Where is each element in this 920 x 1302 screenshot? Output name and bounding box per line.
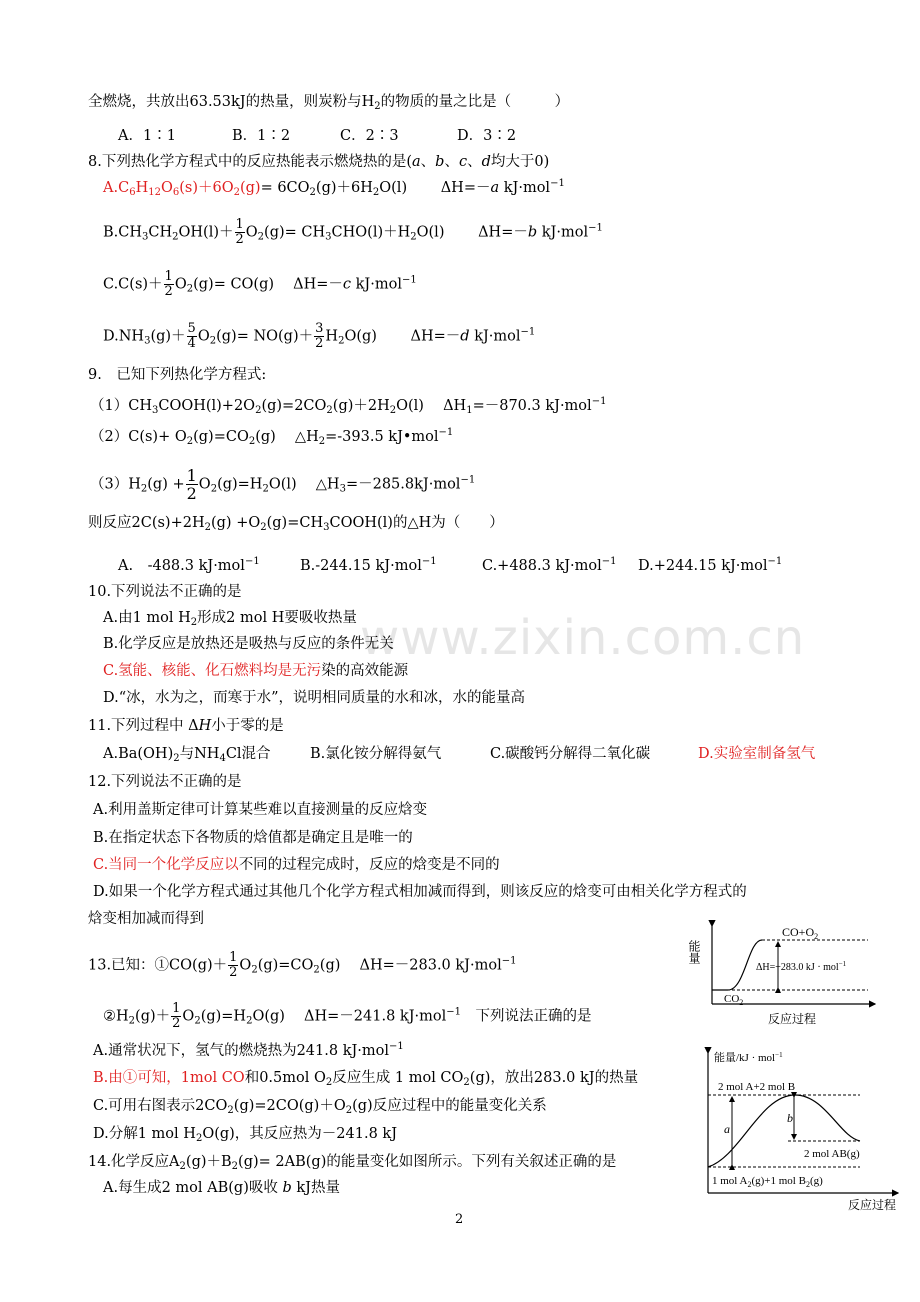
energy-diagram-ab xyxy=(700,1045,905,1215)
q11-option-b: B.氯化铵分解得氨气 xyxy=(310,746,442,762)
q12-option-d-line2: 焓变相加减而得到 xyxy=(88,911,204,927)
q9-equation-3: $(3)H_2(g)$ + $\frac{1}{2}$ $O_2(g)=H_2O(l)$ $\triangle H_3=-285.8kJ\cdot mol^{-1}$ xyxy=(90,466,476,503)
q12-option-b: B.在指定状态下各物质的焓值都是确定且是唯一的 xyxy=(93,830,413,846)
fig1-xlabel: 反应过程 xyxy=(768,1012,817,1026)
page-number: 2 xyxy=(455,1212,464,1227)
q7-option-d: D．3∶2 xyxy=(457,128,517,144)
q12-option-c: C.当同一个化学反应以不同的过程完成时，反应的焓变是不同的 xyxy=(93,857,500,873)
q9-question: 则反应$2C(s)+2H_2(g)$ $+O_2(g)=CH_3COOH(l)$的△H为（ ） xyxy=(88,515,504,533)
fig2-peak-label: 2 mol A+2 mol B xyxy=(718,1081,796,1093)
fig2-ylabel: 能量/kJ · mol$^{-1}$ xyxy=(714,1051,783,1064)
q9-option-d: D.+244.15 kJ·mol$^{-1}$ xyxy=(638,556,783,574)
fig2-product-label: 2 mol AB(g) xyxy=(804,1148,860,1160)
q9-equation-1: $(1)CH_3COOH(l)+2O_2(g)=2CO_2(g)+2H_2O(l)$ $\Delta H_1=-870.3$ kJ·mol$^{-1}$ xyxy=(90,396,607,416)
q12-option-d-line1: D.如果一个化学方程式通过其他几个化学方程式相加减而得到，则该反应的焓变可由相关化学方程式的 xyxy=(93,884,747,900)
energy-diagram-co xyxy=(687,918,890,1030)
q13-option-a: A.通常状况下，氢气的燃烧热为241.8 kJ·mol$^{-1}$ xyxy=(93,1041,404,1059)
q7-option-c: C．2∶3 xyxy=(340,128,399,144)
q7-option-b: B．1∶2 xyxy=(232,128,291,144)
q8-option-b: $B.CH_3CH_2OH(l)+$ $\frac{1}{2}$ $O_2(g)= CH_3CHO(l)+H_2O(l)$ ΔH=－b kJ·mol$^{-1}$ xyxy=(103,217,603,247)
q11-option-c: C.碳酸钙分解得二氧化碳 xyxy=(490,746,651,762)
q9-option-a: A. -488.3 kJ·mol$^{-1}$ xyxy=(118,556,260,574)
watermark: www.zixin.com.cn xyxy=(360,610,806,666)
q12-option-a: A.利用盖斯定律可计算某些难以直接测量的反应焓变 xyxy=(93,802,428,818)
q12-stem: 12.下列说法不正确的是 xyxy=(88,774,242,790)
q8-stem: 8.下列热化学方程式中的反应热能表示燃烧热的是(a、b、c、d均大于0) xyxy=(88,154,550,170)
q8-option-d: $D.NH_3(g)+$ $\frac{5}{4}$ $O_2(g)= NO(g)+$ $\frac{3}{2}$ $H_2O(g)$ ΔH=－d kJ·mol$^{-1}$ xyxy=(103,321,536,351)
fig1-ylabel: 能量 xyxy=(687,940,701,964)
q13-option-b: B.由①可知，1mol CO和0.5mol $O_2$反应生成 1 mol $CO_2(g)$，放出283.0 kJ的热量 xyxy=(93,1070,639,1088)
q11-option-a: $A.Ba(OH)_2$与$NH_4Cl$混合 xyxy=(103,746,271,764)
q7-stem: 全燃烧，共放出63.53kJ的热量，则炭粉与$H_2$的物质的量之比是（ ） xyxy=(88,94,570,112)
q14-stem: 14.化学反应$A_2(g)+B_2(g)= 2AB(g)$的能量变化如图所示。下列有关叙述正确的是 xyxy=(88,1154,617,1172)
q10-option-d: D.“冰，水为之，而寒于水”，说明相同质量的水和冰，水的能量高 xyxy=(103,690,526,706)
fig1-dh-label: ΔH=+283.0 kJ · mol$^{-1}$ xyxy=(756,960,847,973)
q13-option-c: C.可用右图表示$2CO_2(g)=2CO(g)+O_2(g)$反应过程中的能量变化关系 xyxy=(93,1098,547,1116)
q9-stem: 9. 已知下列热化学方程式: xyxy=(88,367,267,383)
q13-option-d: D.分解1 mol $H_2O(g)$，其反应热为－241.8 kJ xyxy=(93,1126,398,1144)
q14-option-a: A.每生成2 mol AB(g)吸收 b kJ热量 xyxy=(103,1180,340,1196)
q8-option-c: C.C(s)＋ $\frac{1}{2}$ $O_2(g)= CO(g)$ ΔH=－c kJ·mol$^{-1}$ xyxy=(103,269,417,299)
q9-option-b: B.-244.15 kJ·mol$^{-1}$ xyxy=(300,556,437,574)
q8-option-a: $A.C_6H_{12}O_6(s)+6O_2(g)= 6CO_2(g)+6H_2O(l)$ ΔH=－a kJ·mol$^{-1}$ xyxy=(103,178,565,198)
q10-option-c: C.氢能、核能、化石燃料均是无污染的高效能源 xyxy=(103,663,409,679)
q10-stem: 10.下列说法不正确的是 xyxy=(88,584,242,600)
q10-option-a: A.由1 mol $H_2$形成2 mol H要吸收热量 xyxy=(103,610,357,628)
q13-equation-2: $②H_2(g)+$ $\frac{1}{2}$ $O_2(g)=H_2O(g)$ ΔH=－241.8 kJ·mol$^{-1}$ 下列说法正确的是 xyxy=(103,1001,592,1031)
q13-equation-1: 13.已知：①CO(g)＋ $\frac{1}{2}$ $O_2(g)=CO_2(g)$ ΔH=－283.0 kJ·mol$^{-1}$ xyxy=(88,950,517,980)
q9-equation-2: $(2)C(s)+ O_2(g)=CO_2(g)$ $\triangle H_2=-393.5$ kJ•mol$^{-1}$ xyxy=(90,427,454,447)
fig1-bottom-label: $CO_2$ xyxy=(724,993,744,1007)
fig2-a-label: a xyxy=(724,1122,730,1136)
q11-option-d: D.实验室制备氢气 xyxy=(698,746,816,762)
q11-stem: 11.下列过程中 ΔH小于零的是 xyxy=(88,718,284,734)
fig1-curve xyxy=(712,940,762,990)
fig2-xlabel: 反应过程 xyxy=(848,1198,897,1212)
fig2-b-label: b xyxy=(787,1111,793,1125)
q10-option-b: B.化学反应是放热还是吸热与反应的条件无关 xyxy=(103,636,394,652)
q9-option-c: C.+488.3 kJ·mol$^{-1}$ xyxy=(482,556,617,574)
fig2-reactant-label: 1 mol $A_2(g)+1$ mol $B_2(g)$ xyxy=(712,1175,823,1189)
q7-option-a: A．1∶1 xyxy=(118,128,176,144)
fig1-top-label: $CO+O_2$ xyxy=(782,925,819,941)
